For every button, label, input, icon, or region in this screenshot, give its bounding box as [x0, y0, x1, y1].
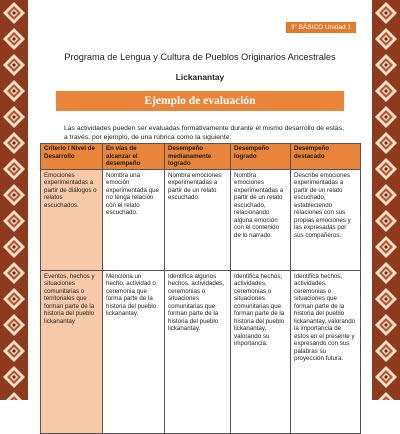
header-logrado: Desempeño logrado — [231, 144, 291, 170]
rubric-header-row — [41, 144, 361, 170]
table-cell: Identifica hechos, actividades, ceremonias o situaciones que forman parte de la historia del pueblo lickanantay, valorando la importancia de estos en el presente y expresando con sus palabras su proyección futura. — [291, 270, 361, 433]
decorative-border-right — [372, 0, 400, 400]
header-en-vias: En vías de alcanzar el desempeño — [103, 144, 165, 170]
table-cell: Describe emociones experimentadas a partir de un relato escuchado, estableciendo relaciones con sus propias emociones y las expresadas por sus compañeros. — [291, 169, 361, 270]
table-cell: Nombra emociones experimentadas a partir de un relato escuchado. — [165, 169, 231, 270]
table-cell: Identifica hechos, actividades, ceremonias o situaciones comunitarias que forman parte de la historia del pueblo lickanantay, valorando su importancia. — [231, 270, 291, 433]
criterion-cell: Emociones experimentadas a partir de diálogos o relatos escuchados. — [41, 169, 103, 270]
header-destacado: Desempeño destacado — [291, 144, 361, 170]
evaluation-banner: Ejemplo de evaluación — [56, 91, 344, 111]
criterion-cell: Eventos, hechos y situaciones comunitarias o territoriales que forman parte de la historia del pueblo lickanantay — [41, 270, 103, 433]
decorative-border-left — [0, 0, 28, 400]
document-title: Programa de Lengua y Cultura de Pueblos Originarios Ancestrales — [64, 52, 336, 62]
rubric-table — [40, 143, 361, 434]
table-cell: Nombra emociones experimentadas a partir de un relato escuchado, relacionando alguna emoción con el contenido de lo narrado. — [231, 169, 291, 270]
table-row — [41, 169, 361, 270]
table-cell: Identifica algunos hechos, actividades, ceremonias o situaciones comunitarias que forman parte de la historia del pueblo lickanantay. — [165, 270, 231, 433]
table-cell: Menciona un hecho, actividad o ceremonia que forma parte de la historia del pueblo lickanantay. — [103, 270, 165, 433]
header-criterio: Criterio / Nivel de Desarrollo — [41, 144, 103, 170]
intro-paragraph: Las actividades pueden ser evaluadas formativamente durante el mismo desarrollo de estas, a través, por ejemplo, de una rúbrica como la siguiente: — [64, 125, 344, 141]
table-cell: Nombra una emoción experimentada que no tenga relación con el relato escuchado. — [103, 169, 165, 270]
table-row — [41, 270, 361, 433]
grade-tag: 3° BÁSICO Unidad 1 — [286, 22, 356, 33]
header-medianamente: Desempeño medianamente logrado — [165, 144, 231, 170]
document-subtitle: Lickanantay — [175, 72, 225, 82]
